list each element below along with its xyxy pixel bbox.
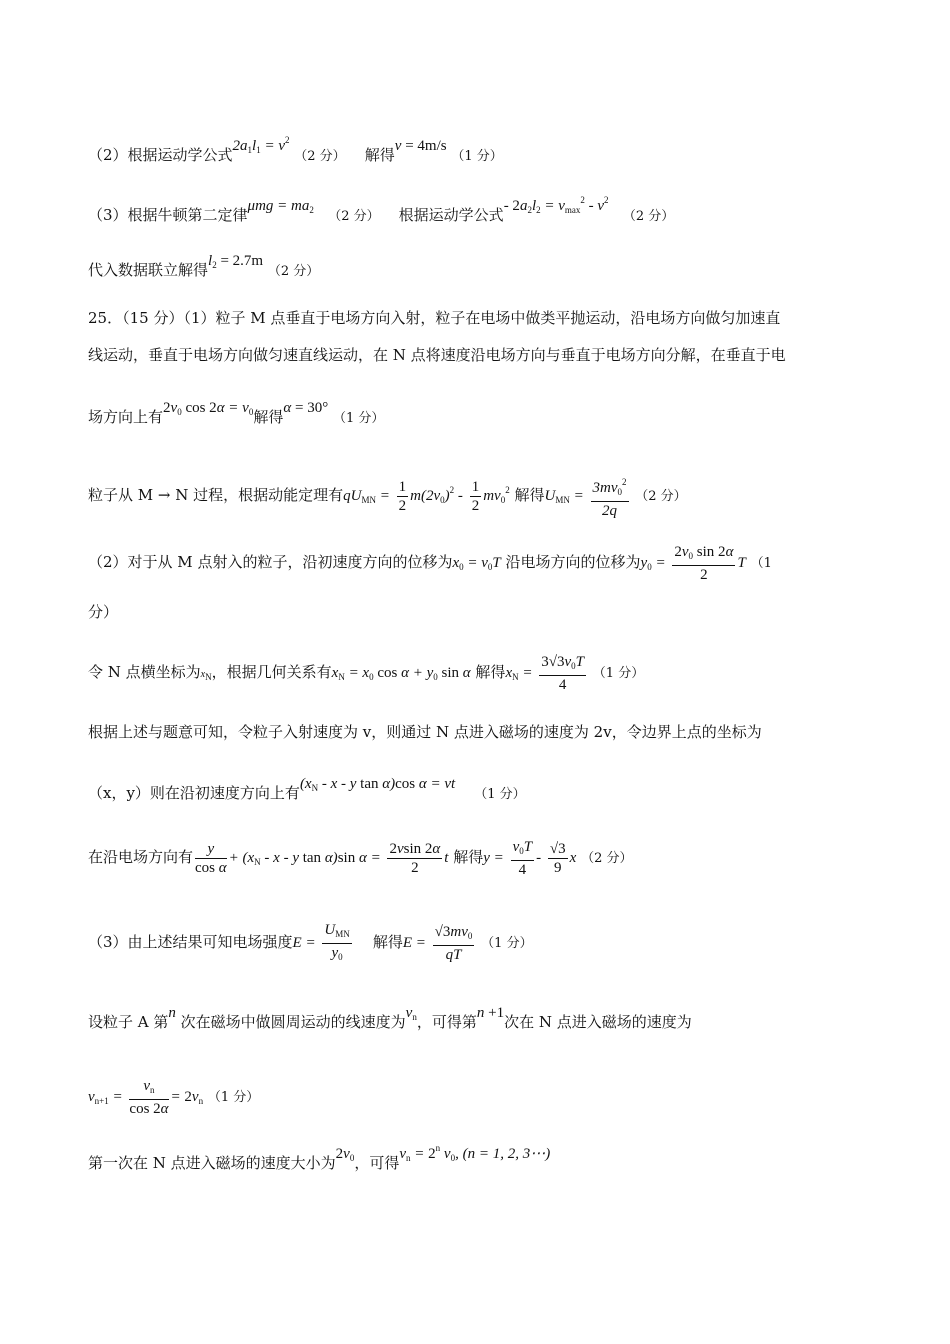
text: 粒子从 M → N 过程，根据动能定理有 [88, 486, 344, 504]
line-3: 代入数据联立解得$l_2 = 2.7m$ （2 分） [88, 253, 320, 279]
score: （2 分） [635, 489, 687, 504]
score: （1 分） [481, 936, 533, 951]
text: 代入数据联立解得 [88, 261, 209, 279]
text: 解得 [475, 663, 506, 681]
line-9: 分） [88, 603, 119, 621]
score: （1 分） [207, 1090, 260, 1105]
text: 解得 [364, 146, 395, 164]
line-10: 令 N 点横坐标为xN，根据几何关系有$x_N = x_0$ $\cos \alpha + y_0$ sin α 解得$x_N$ = $\frac{3√3v_0T}{4}$ （1 分） [88, 653, 645, 693]
line-13: 在沿电场方向有 $\frac{y}{\text{cos α}}$ + ($x_N$ - x - y tan α)sin α = $\frac{2vsin 2\alpha}{2}$ t 解得y = $\frac{v_0T}{4}$ - $\frac{√3}{9}$ x （2 分） [88, 838, 633, 878]
line-14: （3）由上述结果可知电场强度E = $U_{MN}$ $y_0$ 解得E = $\frac{√3mv_0}{qT}$ （1 分） [88, 921, 533, 963]
line-8: （2）对于从 M 点射入的粒子，沿初速度方向的位移为$x_0 = v_0T$ 沿电场方向的位移为$y_0$ = $\frac{2v_0 \sin 2\alpha}{2}$ T （1 [88, 543, 772, 583]
score: （2 分） [581, 851, 633, 866]
score: （2 分） [622, 209, 675, 224]
score: （2 分） [328, 209, 380, 224]
text: （3）由上述结果可知电场强度 [88, 933, 293, 951]
text: （3）根据牛顿第二定律 [88, 206, 248, 224]
text: 在沿电场方向有 [88, 848, 194, 866]
line-17: 第一次在 N 点进入磁场的速度大小为$2v_0$，可得$v_n = 2^n$ $v_0$, (n = 1, 2, 3⋯) [88, 1143, 551, 1172]
line-7: 粒子从 M → N 过程，根据动能定理有$qU_{MN}$ = $\frac{1}{2}$ $m(2v_0)^2$ - $\frac{1}{2}$ $mv_0^2$ 解得$U_{MN}$ = $\frac{3mv_0^2}{2q}$ （2 分） [88, 468, 687, 522]
text: ，根据几何关系有 [211, 663, 332, 681]
text: 第一次在 N 点进入磁场的速度大小为 [88, 1154, 336, 1172]
line-1: （2）根据运动学公式$2a_1l_1 = v^2$ （2 分） 解得v = 4m/s （1 分） [88, 135, 503, 164]
line-5: 线运动，垂直于电场方向做匀速直线运动，在 N 点将速度沿电场方向与垂直于电场方向分解，在垂直于电 [88, 346, 786, 364]
text: 解得 [253, 408, 284, 426]
text: （x，y）则在沿初速度方向上有 [88, 784, 300, 802]
text: ，可得 [354, 1154, 400, 1172]
text: 解得 [453, 848, 484, 866]
score: （1 分） [332, 411, 385, 426]
equation: (n = 1, 2, 3⋯) [462, 1146, 551, 1162]
text: 沿电场方向的位移为 [505, 553, 641, 571]
text: 场方向上有 [88, 408, 164, 426]
score: （1 分） [451, 149, 503, 164]
score: （1 [750, 556, 772, 571]
line-12: （x，y）则在沿初速度方向上有($x_N$ - x - y tan α)cos α = vt （1 分） [88, 776, 526, 802]
text: 次在 N 点进入磁场的速度为 [504, 1013, 692, 1031]
text: 设粒子 A 第 [88, 1013, 169, 1031]
line-2: （3）根据牛顿第二定律$\mu mg = ma_2$ （2 分） 根据运动学公式- $2a_2l_2 = v_{max}^2 - v^2$ （2 分） [88, 195, 675, 224]
score: （1 分） [474, 787, 526, 802]
text: 根据运动学公式 [398, 206, 504, 224]
text: （2）对于从 M 点射入的粒子，沿初速度方向的位移为 [88, 553, 453, 571]
text: ，可得第 [416, 1013, 477, 1031]
score: （2 分） [267, 264, 320, 279]
text: 解得 [372, 933, 403, 951]
score: （2 分） [294, 149, 346, 164]
text: 令 N 点横坐标为 [88, 663, 201, 681]
text: 解得 [514, 486, 545, 504]
line-15: 设粒子 A 第n 次在磁场中做圆周运动的线速度为$v_n$，可得第n +1次在 N 点进入磁场的速度为 [88, 1005, 692, 1031]
score: （1 分） [592, 666, 645, 681]
line-4: 25．（15 分）（1）粒子 M 点垂直于电场方向入射，粒子在电场中做类平抛运动，沿电场方向做匀加速直 [88, 309, 781, 327]
line-16: $v_{n+1}$ = $\frac{v_n}{\cos 2\alpha}$ = $2v_n$ （1 分） [88, 1077, 260, 1117]
line-11: 根据上述与题意可知，令粒子入射速度为 v，则通过 N 点进入磁场的速度为 2v，令边界上点的坐标为 [88, 723, 762, 741]
text: （2）根据运动学公式 [88, 146, 233, 164]
text: 次在磁场中做圆周运动的线速度为 [180, 1013, 406, 1031]
line-6: 场方向上有$2v_0$ $\cos 2\alpha = v_0$解得α = 30° （1 分） [88, 400, 385, 426]
